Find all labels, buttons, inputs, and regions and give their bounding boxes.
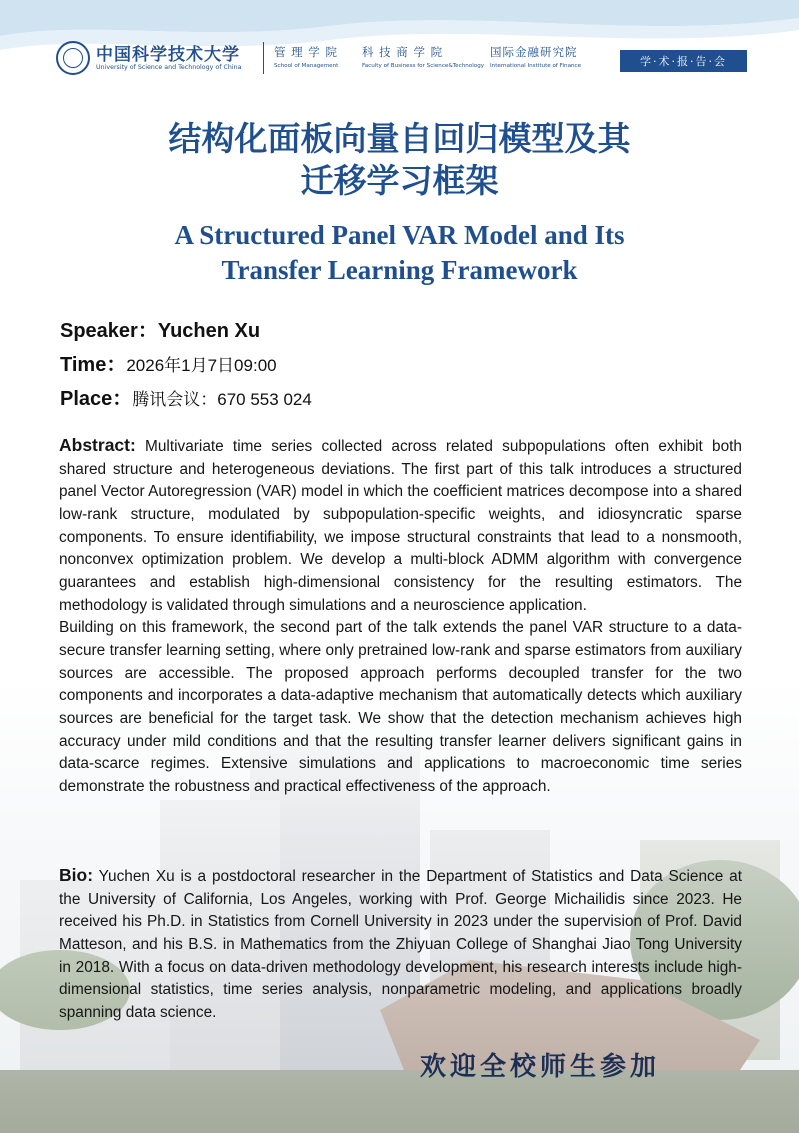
place-line (60, 382, 312, 411)
bio-text: Yuchen Xu is a postdoctoral researcher in the Department of Statistics and Data Science at the University of California, Los Angeles, working with Prof. George Michailidis since 2023. He received his Ph.D. in Statistics from Cornell University in 2023 under the supervision of Prof. David Matteson, and his B.S. in Mathematics from the Zhiyuan College of Shanghai Jiao Tong University in 2018. With a focus on data-driven methodology development, his research interests include high-dimensional statistics, time series analysis, nonparametric modeling, and applications broadly spanning data science. (59, 868, 742, 1021)
header (56, 38, 747, 82)
title-english-line2: Transfer Learning Framework (221, 255, 578, 285)
institute-business: 科 技 商 学 院 Faculty of Business for Science&Technology (362, 45, 485, 69)
abstract-section (59, 434, 742, 799)
university-seal-icon (56, 41, 90, 75)
institute-finance: 国际金融研究院 International Institute of Finance (490, 45, 582, 69)
title-english (0, 218, 799, 288)
abstract-paragraph-1 (59, 434, 742, 617)
speaker-label: Speaker： (60, 320, 158, 342)
university-name: 中国科学技术大学 (96, 45, 240, 65)
bio-label: Bio: (59, 865, 94, 885)
seminar-badge: 学·术·报·告·会 (620, 50, 747, 72)
place-label: Place： (60, 388, 133, 410)
header-divider (263, 42, 264, 74)
title-chinese-line1: 结构化面板向量自回归模型及其 (168, 119, 631, 158)
time-line (60, 348, 277, 377)
title-chinese-line2: 迁移学习框架 (300, 161, 499, 200)
abstract-label: Abstract: (59, 435, 136, 455)
welcome-message: 欢迎全校师生参加 (420, 1052, 661, 1082)
abstract-text-1: Multivariate time series collected across related subpopulations often exhibit both shared structure and heterogeneous deviations. The first part of this talk introduces a structured panel Vector Autoregression (VAR) model in which the coefficient matrices decompose into a shared low-rank structure, modulated by subpopulation-specific weights, and idiosyncratic sparse components. To ensure identifiability, we impose structural constraints that lead to a nonsmooth, nonconvex optimization problem. We develop a multi-block ADMM algorithm with convergence guarantees and establish high-dimensional consistency for the resulting estimators. The methodology is validated through simulations and a neuroscience application. (59, 438, 742, 614)
abstract-paragraph-2: Building on this framework, the second part of the talk extends the panel VAR structure to a data-secure transfer learning setting, where only pretrained low-rank and sparse estimators from auxiliary sources are accessible. The proposed approach performs decoupled transfer for the two components and incorporates a data-adaptive mechanism that automatically detects which auxiliary sources are beneficial for the target task. We show that the detection mechanism achieves high accuracy under mild conditions and that the resulting transfer learner delivers significant gains in data-scarce regimes. Extensive simulations and applications to macroeconomic time series demonstrate the robustness and practical effectiveness of the approach. (59, 619, 742, 795)
title-chinese (0, 118, 799, 202)
time-label: Time： (60, 354, 127, 376)
university-name-english: University of Science and Technology of China (96, 64, 242, 71)
place-value: 腾讯会议：670 553 024 (132, 390, 312, 409)
bio-paragraph (59, 864, 742, 1025)
title-english-line1: A Structured Panel VAR Model and Its (174, 220, 625, 250)
speaker-value: Yuchen Xu (157, 320, 261, 342)
institute-management: 管 理 学 院 School of Management (274, 45, 339, 69)
bio-section (59, 864, 742, 1025)
time-value: 2026年1月7日09:00 (126, 356, 277, 375)
speaker-line (60, 314, 260, 343)
